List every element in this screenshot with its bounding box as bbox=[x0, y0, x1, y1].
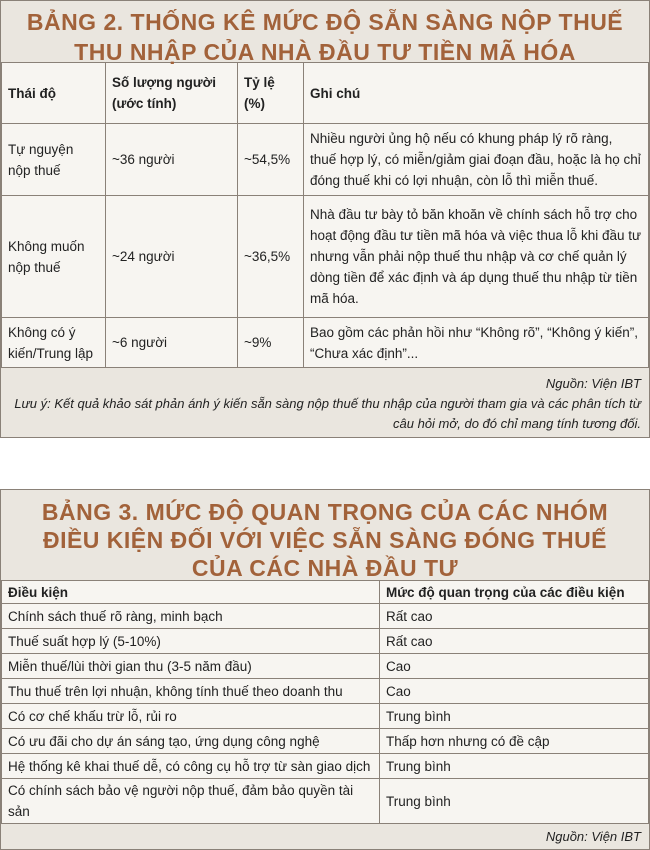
cell-condition: Có chính sách bảo vệ người nộp thuế, đảm bảo quyền tài sản bbox=[2, 779, 380, 824]
cell-level: Trung bình bbox=[380, 704, 649, 729]
header-count: Số lượng người (ước tính) bbox=[106, 63, 238, 124]
cell-note: Bao gồm các phản hồi như “Không rõ”, “Không ý kiến”, “Chưa xác định”... bbox=[304, 318, 649, 368]
cell-level: Cao bbox=[380, 654, 649, 679]
table-3-grid bbox=[1, 580, 649, 824]
cell-condition: Hệ thống kê khai thuế dễ, có công cụ hỗ trợ từ sàn giao dịch bbox=[2, 754, 380, 779]
cell-condition: Có ưu đãi cho dự án sáng tạo, ứng dụng công nghệ bbox=[2, 729, 380, 754]
table-row bbox=[2, 604, 649, 629]
table-row bbox=[2, 729, 649, 754]
table-3-title-line-2: ĐIỀU KIỆN ĐỐI VỚI VIỆC SẴN SÀNG ĐÓNG THUẾ bbox=[42, 527, 608, 553]
cell-count: ~36 người bbox=[106, 124, 238, 196]
cell-level: Rất cao bbox=[380, 629, 649, 654]
header-note: Ghi chú bbox=[304, 63, 649, 124]
cell-condition: Miễn thuế/lùi thời gian thu (3-5 năm đầu) bbox=[2, 654, 380, 679]
cell-condition: Có cơ chế khấu trừ lỗ, rủi ro bbox=[2, 704, 380, 729]
cell-ratio: ~54,5% bbox=[238, 124, 304, 196]
cell-count: ~6 người bbox=[106, 318, 238, 368]
table-2-header-row bbox=[2, 63, 649, 124]
table-2-note: Lưu ý: Kết quả khảo sát phản ánh ý kiến sẵn sàng nộp thuế thu nhập của người tham gia và các phân tích từ câu hỏi mở, do đó chỉ mang tính tương đối. bbox=[14, 396, 641, 431]
table-row bbox=[2, 196, 649, 318]
table-row bbox=[2, 629, 649, 654]
cell-level: Thấp hơn nhưng có đề cập bbox=[380, 729, 649, 754]
table-3-title-line-3: CỦA CÁC NHÀ ĐẦU TƯ bbox=[191, 555, 459, 581]
table-2-title bbox=[1, 1, 649, 65]
header-attitude: Thái độ bbox=[2, 63, 106, 124]
table-2-grid bbox=[1, 62, 649, 368]
table-row bbox=[2, 704, 649, 729]
cell-note: Nhà đầu tư bày tỏ băn khoăn về chính sách hỗ trợ cho hoạt động đầu tư tiền mã hóa và việc thua lỗ khi đầu tư nhưng vẫn phải nộp thuế thu nhập và cơ chế quản lý dòng tiền để xác định và áp dụng thuế thu nhập từ tiền mã hóa. bbox=[304, 196, 649, 318]
cell-level: Trung bình bbox=[380, 779, 649, 824]
table-2-title-line-1: BẢNG 2. THỐNG KÊ MỨC ĐỘ SẴN SÀNG NỘP THUẾ bbox=[26, 9, 624, 35]
cell-condition: Chính sách thuế rõ ràng, minh bạch bbox=[2, 604, 380, 629]
table-row bbox=[2, 779, 649, 824]
table-3-footer bbox=[1, 824, 649, 849]
cell-count: ~24 người bbox=[106, 196, 238, 318]
cell-ratio: ~36,5% bbox=[238, 196, 304, 318]
header-condition: Điều kiện bbox=[2, 581, 380, 604]
cell-condition: Thu thuế trên lợi nhuận, không tính thuế theo doanh thu bbox=[2, 679, 380, 704]
cell-note: Nhiều người ủng hộ nếu có khung pháp lý rõ ràng, thuế hợp lý, có miễn/giảm giai đoạn đầu, hoặc là họ chỉ đóng thuế khi có lợi nhuận, còn lỗ thì miễn thuế. bbox=[304, 124, 649, 196]
cell-attitude: Không có ý kiến/Trung lập bbox=[2, 318, 106, 368]
cell-level: Rất cao bbox=[380, 604, 649, 629]
header-ratio: Tỷ lệ (%) bbox=[238, 63, 304, 124]
table-row bbox=[2, 654, 649, 679]
table-2-title-line-2: THU NHẬP CỦA NHÀ ĐẦU TƯ TIỀN MÃ HÓA bbox=[74, 39, 576, 65]
table-3-source: Nguồn: Viện IBT bbox=[545, 829, 641, 844]
header-level: Mức độ quan trọng của các điều kiện bbox=[380, 581, 649, 604]
cell-level: Trung bình bbox=[380, 754, 649, 779]
table-3-title bbox=[1, 490, 649, 580]
table-row bbox=[2, 754, 649, 779]
table-row bbox=[2, 318, 649, 368]
cell-condition: Thuế suất hợp lý (5-10%) bbox=[2, 629, 380, 654]
table-2-footer bbox=[1, 368, 649, 436]
table-3-title-line-1: BẢNG 3. MỨC ĐỘ QUAN TRỌNG CỦA CÁC NHÓM bbox=[41, 499, 609, 525]
cell-attitude: Tự nguyện nộp thuế bbox=[2, 124, 106, 196]
cell-ratio: ~9% bbox=[238, 318, 304, 368]
table-2-source: Nguồn: Viện IBT bbox=[545, 376, 641, 391]
table-3-header-row bbox=[2, 581, 649, 604]
cell-attitude: Không muốn nộp thuế bbox=[2, 196, 106, 318]
table-row bbox=[2, 124, 649, 196]
table-3 bbox=[0, 489, 650, 850]
cell-level: Cao bbox=[380, 679, 649, 704]
table-row bbox=[2, 679, 649, 704]
